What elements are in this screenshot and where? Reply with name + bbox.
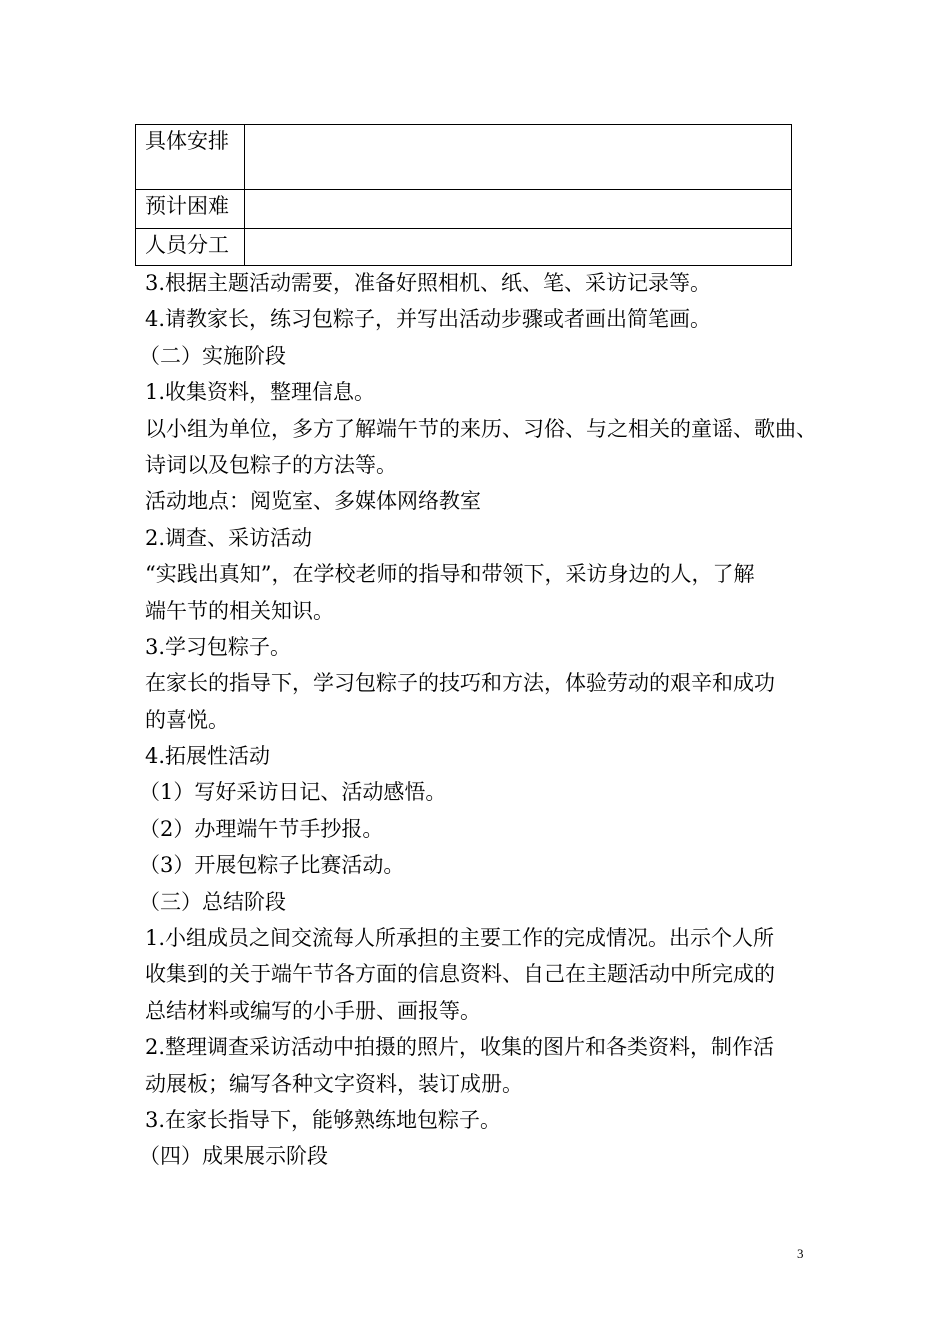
row-label: 预计困难 <box>136 190 245 229</box>
text-line: 4.请教家长，练习包粽子，并写出活动步骤或者画出简笔画。 <box>145 307 712 332</box>
row-value <box>245 229 792 266</box>
row-label: 具体安排 <box>136 125 245 190</box>
text-line: 在家长的指导下，学习包粽子的技巧和方法，体验劳动的艰辛和成功 <box>145 671 775 696</box>
list-item: （3）开展包粽子比赛活动。 <box>139 853 405 878</box>
list-item: （1）写好采访日记、活动感悟。 <box>139 780 447 805</box>
text-line: 3.根据主题活动需要，准备好照相机、纸、笔、采访记录等。 <box>145 271 712 295</box>
section-heading: （三）总结阶段 <box>139 889 286 914</box>
table-row <box>136 190 792 229</box>
text-line: 的喜悦。 <box>145 707 229 732</box>
list-item: （2）办理端午节手抄报。 <box>139 816 384 841</box>
text-line: 1.小组成员之间交流每人所承担的主要工作的完成情况。出示个人所 <box>145 926 775 951</box>
text-line: 诗词以及包粽子的方法等。 <box>145 452 397 477</box>
row-value <box>245 125 792 190</box>
row-label: 人员分工 <box>136 229 245 266</box>
document-body <box>139 265 835 1175</box>
text-line: 以小组为单位，多方了解端午节的来历、习俗、与之相关的童谣、歌曲、 <box>145 416 817 441</box>
section-heading: （四）成果展示阶段 <box>139 1144 328 1169</box>
table-row <box>136 229 792 266</box>
text-line: 4.拓展性活动 <box>145 744 271 769</box>
plan-table <box>135 124 792 266</box>
text-line: 总结材料或编写的小手册、画报等。 <box>145 998 481 1023</box>
text-line: 3.学习包粽子。 <box>145 634 292 659</box>
text-line: 端午节的相关知识。 <box>145 598 334 623</box>
page-number: 3 <box>797 1246 804 1261</box>
text-line: 收集到的关于端午节各方面的信息资料、自己在主题活动中所完成的 <box>145 962 775 987</box>
text-line: 3.在家长指导下，能够熟练地包粽子。 <box>145 1107 502 1132</box>
text-line: 2.整理调查采访活动中拍摄的照片，收集的图片和各类资料，制作活 <box>145 1035 775 1060</box>
text-line: “实践出真知”，在学校老师的指导和带领下，采访身边的人，了解 <box>145 562 755 587</box>
text-line: 1.收集资料，整理信息。 <box>145 380 376 405</box>
table-row <box>136 125 792 190</box>
section-heading: （二）实施阶段 <box>139 343 286 368</box>
text-line: 活动地点：阅览室、多媒体网络教室 <box>145 489 481 514</box>
row-value <box>245 190 792 229</box>
text-line: 2.调查、采访活动 <box>145 525 313 550</box>
text-line: 动展板；编写各种文字资料，装订成册。 <box>145 1071 523 1096</box>
